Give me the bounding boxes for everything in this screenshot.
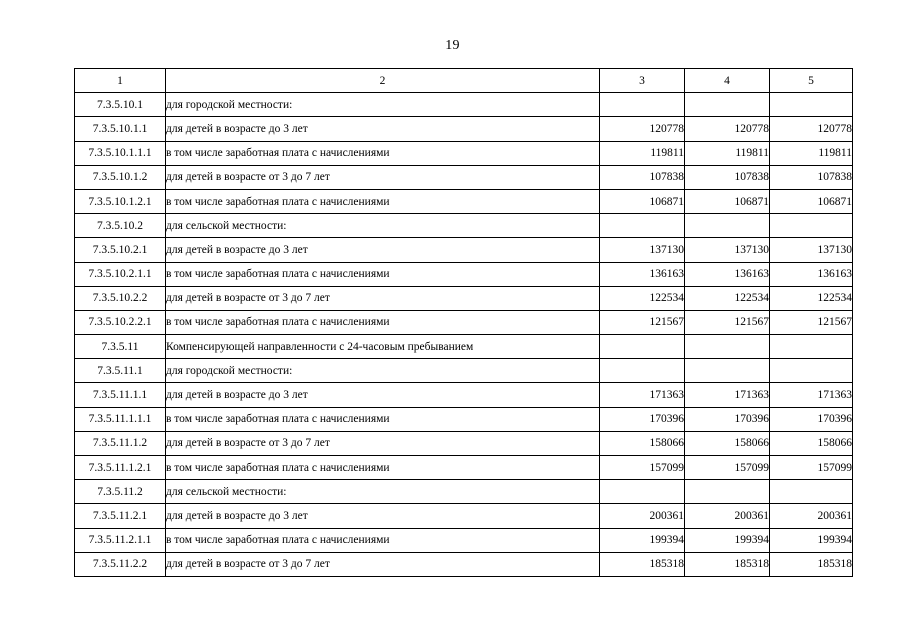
row-value-col3 xyxy=(600,480,685,504)
row-value-col3: 171363 xyxy=(600,383,685,407)
row-code: 7.3.5.10.2.2 xyxy=(75,286,166,310)
row-value-col3: 136163 xyxy=(600,262,685,286)
row-name: для сельской местности: xyxy=(166,214,600,238)
row-value-col5: 137130 xyxy=(770,238,853,262)
table-row xyxy=(75,480,853,504)
row-value-col3: 200361 xyxy=(600,504,685,528)
row-value-col5: 158066 xyxy=(770,431,853,455)
row-value-col4: 185318 xyxy=(685,552,770,576)
row-value-col4: 106871 xyxy=(685,189,770,213)
row-code: 7.3.5.10.1.1 xyxy=(75,117,166,141)
row-name: для детей в возрасте до 3 лет xyxy=(166,383,600,407)
row-name: Компенсирующей направленности с 24-часовым пребыванием xyxy=(166,335,600,359)
row-value-col4: 120778 xyxy=(685,117,770,141)
row-value-col3 xyxy=(600,335,685,359)
table-row xyxy=(75,335,853,359)
row-name: для детей в возрасте от 3 до 7 лет xyxy=(166,431,600,455)
row-name: для детей в возрасте от 3 до 7 лет xyxy=(166,165,600,189)
row-code: 7.3.5.11.2.1.1 xyxy=(75,528,166,552)
row-value-col4: 107838 xyxy=(685,165,770,189)
table-row xyxy=(75,238,853,262)
row-code: 7.3.5.10.2 xyxy=(75,214,166,238)
table-row xyxy=(75,214,853,238)
column-header-1: 1 xyxy=(75,69,166,93)
row-value-col4: 200361 xyxy=(685,504,770,528)
table-row xyxy=(75,310,853,334)
row-name: для детей в возрасте до 3 лет xyxy=(166,504,600,528)
tariff-table xyxy=(74,68,853,577)
row-value-col3: 199394 xyxy=(600,528,685,552)
column-header-2: 2 xyxy=(166,69,600,93)
row-value-col5: 136163 xyxy=(770,262,853,286)
column-header-3: 3 xyxy=(600,69,685,93)
row-value-col5: 120778 xyxy=(770,117,853,141)
row-code: 7.3.5.11.1.2 xyxy=(75,431,166,455)
table-row xyxy=(75,165,853,189)
row-name: для детей в возрасте до 3 лет xyxy=(166,238,600,262)
row-value-col5 xyxy=(770,214,853,238)
row-value-col3: 121567 xyxy=(600,310,685,334)
row-value-col4: 158066 xyxy=(685,431,770,455)
row-value-col4: 136163 xyxy=(685,262,770,286)
row-value-col3 xyxy=(600,93,685,117)
row-value-col3: 185318 xyxy=(600,552,685,576)
row-value-col5: 106871 xyxy=(770,189,853,213)
row-value-col3: 158066 xyxy=(600,431,685,455)
table-row xyxy=(75,286,853,310)
row-value-col4: 171363 xyxy=(685,383,770,407)
row-code: 7.3.5.11.2 xyxy=(75,480,166,504)
row-name: в том числе заработная плата с начислениями xyxy=(166,141,600,165)
row-code: 7.3.5.11.2.2 xyxy=(75,552,166,576)
row-code: 7.3.5.11.1 xyxy=(75,359,166,383)
column-header-4: 4 xyxy=(685,69,770,93)
row-value-col5: 185318 xyxy=(770,552,853,576)
row-code: 7.3.5.10.1.1.1 xyxy=(75,141,166,165)
row-value-col5 xyxy=(770,359,853,383)
row-value-col3: 137130 xyxy=(600,238,685,262)
row-value-col4 xyxy=(685,335,770,359)
table-body xyxy=(75,69,853,577)
row-value-col5 xyxy=(770,480,853,504)
row-code: 7.3.5.11.1.2.1 xyxy=(75,456,166,480)
row-code: 7.3.5.10.1.2.1 xyxy=(75,189,166,213)
row-value-col5: 199394 xyxy=(770,528,853,552)
row-name: в том числе заработная плата с начислениями xyxy=(166,528,600,552)
row-value-col5: 119811 xyxy=(770,141,853,165)
table-row xyxy=(75,528,853,552)
row-value-col3: 170396 xyxy=(600,407,685,431)
table-row xyxy=(75,189,853,213)
row-code: 7.3.5.10.2.2.1 xyxy=(75,310,166,334)
row-value-col4: 122534 xyxy=(685,286,770,310)
row-name: в том числе заработная плата с начислениями xyxy=(166,262,600,286)
table-row xyxy=(75,504,853,528)
row-value-col3: 120778 xyxy=(600,117,685,141)
row-code: 7.3.5.11 xyxy=(75,335,166,359)
row-name: в том числе заработная плата с начислениями xyxy=(166,456,600,480)
table-row xyxy=(75,117,853,141)
row-name: для детей в возрасте от 3 до 7 лет xyxy=(166,552,600,576)
row-value-col4: 121567 xyxy=(685,310,770,334)
table-row xyxy=(75,262,853,286)
row-value-col4: 137130 xyxy=(685,238,770,262)
row-code: 7.3.5.10.2.1.1 xyxy=(75,262,166,286)
page-number: 19 xyxy=(445,38,460,53)
row-value-col5: 121567 xyxy=(770,310,853,334)
row-name: для детей в возрасте от 3 до 7 лет xyxy=(166,286,600,310)
table-row xyxy=(75,359,853,383)
table-row xyxy=(75,407,853,431)
row-name: для детей в возрасте до 3 лет xyxy=(166,117,600,141)
row-value-col3 xyxy=(600,359,685,383)
row-value-col5 xyxy=(770,93,853,117)
row-value-col5: 171363 xyxy=(770,383,853,407)
row-name: в том числе заработная плата с начислениями xyxy=(166,407,600,431)
row-code: 7.3.5.11.2.1 xyxy=(75,504,166,528)
row-code: 7.3.5.10.1.2 xyxy=(75,165,166,189)
row-code: 7.3.5.10.1 xyxy=(75,93,166,117)
row-value-col4: 157099 xyxy=(685,456,770,480)
row-name: для городской местности: xyxy=(166,359,600,383)
row-name: для сельской местности: xyxy=(166,480,600,504)
row-value-col3: 157099 xyxy=(600,456,685,480)
row-name: в том числе заработная плата с начислениями xyxy=(166,310,600,334)
row-value-col4: 199394 xyxy=(685,528,770,552)
row-value-col5: 200361 xyxy=(770,504,853,528)
row-value-col5: 170396 xyxy=(770,407,853,431)
row-value-col4 xyxy=(685,359,770,383)
table-row xyxy=(75,456,853,480)
row-value-col4: 119811 xyxy=(685,141,770,165)
row-value-col4 xyxy=(685,480,770,504)
table-row xyxy=(75,93,853,117)
table-row xyxy=(75,431,853,455)
row-value-col5: 122534 xyxy=(770,286,853,310)
row-value-col5: 157099 xyxy=(770,456,853,480)
row-value-col5: 107838 xyxy=(770,165,853,189)
table-header-row xyxy=(75,69,853,93)
row-value-col4: 170396 xyxy=(685,407,770,431)
row-value-col4 xyxy=(685,93,770,117)
row-value-col4 xyxy=(685,214,770,238)
table-row xyxy=(75,383,853,407)
row-name: для городской местности: xyxy=(166,93,600,117)
table-row xyxy=(75,141,853,165)
row-code: 7.3.5.11.1.1.1 xyxy=(75,407,166,431)
row-value-col5 xyxy=(770,335,853,359)
column-header-5: 5 xyxy=(770,69,853,93)
row-value-col3 xyxy=(600,214,685,238)
row-code: 7.3.5.10.2.1 xyxy=(75,238,166,262)
row-value-col3: 119811 xyxy=(600,141,685,165)
row-value-col3: 107838 xyxy=(600,165,685,189)
row-value-col3: 122534 xyxy=(600,286,685,310)
table-row xyxy=(75,552,853,576)
row-code: 7.3.5.11.1.1 xyxy=(75,383,166,407)
row-name: в том числе заработная плата с начислениями xyxy=(166,189,600,213)
row-value-col3: 106871 xyxy=(600,189,685,213)
